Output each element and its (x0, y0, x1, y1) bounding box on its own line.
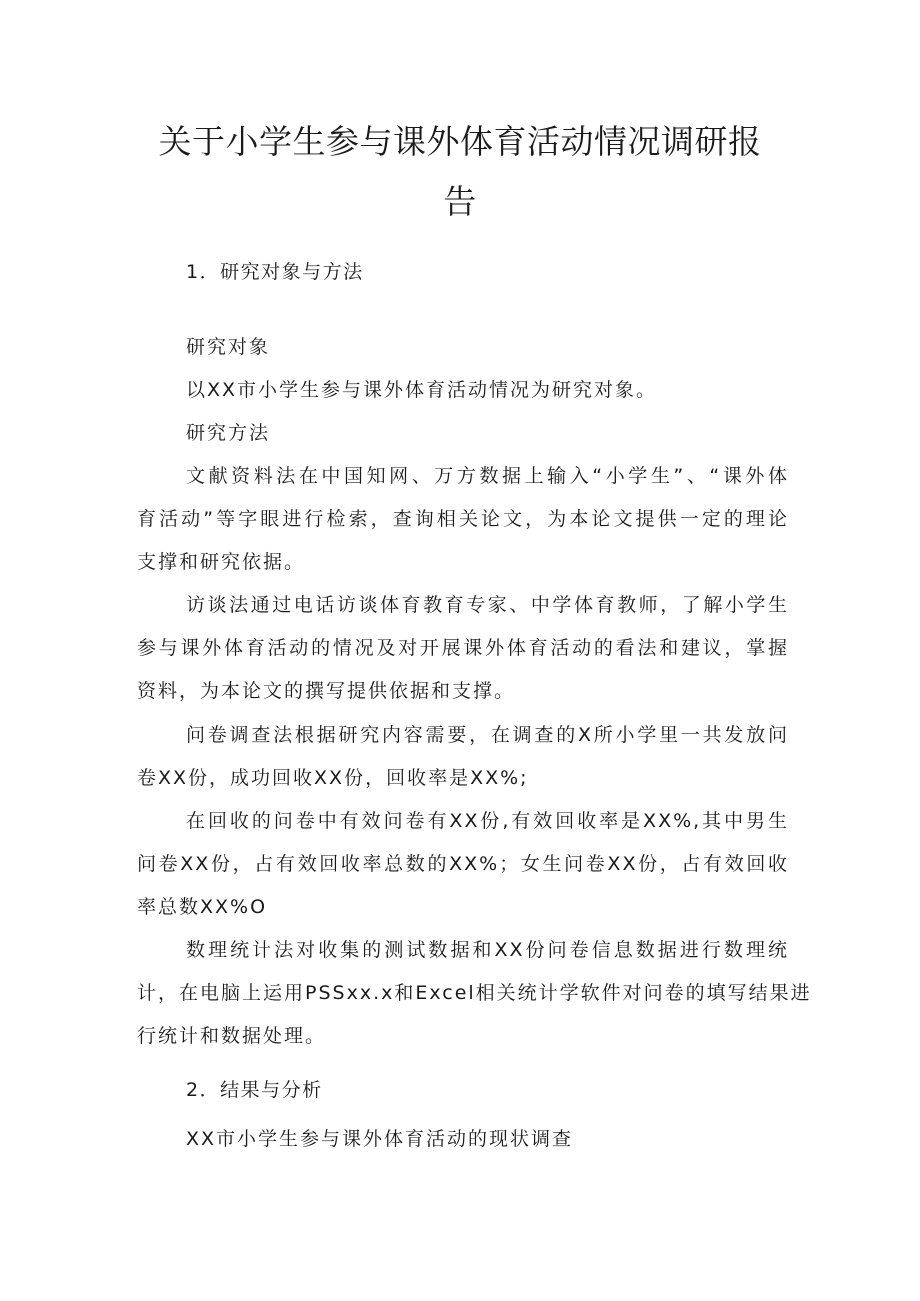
paragraph-line: 卷XX份，成功回收XX份，回收率是XX%; (137, 767, 529, 789)
paragraph-line: 育活动”等字眼进行检索，查询相关论文，为本论文提供一定的理论 (137, 508, 789, 530)
paragraph-line: 计，在电脑上运用PSSxx.x和Excel相关统计学软件对问卷的填写结果进 (137, 982, 812, 1004)
paragraph-line: 行统计和数据处理。 (137, 1025, 327, 1047)
paragraph-line: 以XX市小学生参与课外体育活动情况为研究对象。 (186, 379, 658, 401)
document-title-line-2: 告 (443, 182, 477, 221)
subheading-research-object: 研究对象 (186, 336, 271, 358)
paragraph-line: 率总数XX%O (137, 896, 268, 918)
section-heading-methods: 1．研究对象与方法 (186, 261, 364, 283)
paragraph-line: 文献资料法在中国知网、万方数据上输入“小学生”、“课外体 (186, 465, 789, 487)
paragraph-line: 在回收的问卷中有效问卷有XX份,有效回收率是XX%,其中男生 (186, 810, 789, 832)
paragraph-line: 问卷XX份，占有效回收率总数的XX%；女生问卷XX份，占有效回收 (137, 853, 789, 875)
paragraph-line: 访谈法通过电话访谈体育教育专家、中学体育教师，了解小学生 (186, 594, 789, 616)
paragraph-line: 支撑和研究依据。 (137, 551, 306, 573)
section-heading-results: 2．结果与分析 (186, 1079, 323, 1101)
paragraph-line: 资料，为本论文的撰写提供依据和支撑。 (137, 680, 516, 702)
document-title-line-1: 关于小学生参与课外体育活动情况调研报 (158, 122, 762, 161)
paragraph-line: 数理统计法对收集的测试数据和XX份问卷信息数据进行数理统 (186, 939, 789, 961)
subheading-research-method: 研究方法 (186, 422, 271, 444)
subheading-status-survey: XX市小学生参与课外体育活动的现状调查 (186, 1128, 574, 1150)
paragraph-line: 参与课外体育活动的情况及对开展课外体育活动的看法和建议，掌握 (137, 637, 789, 659)
paragraph-line: 问卷调查法根据研究内容需要，在调查的X所小学里一共发放问 (186, 724, 789, 746)
